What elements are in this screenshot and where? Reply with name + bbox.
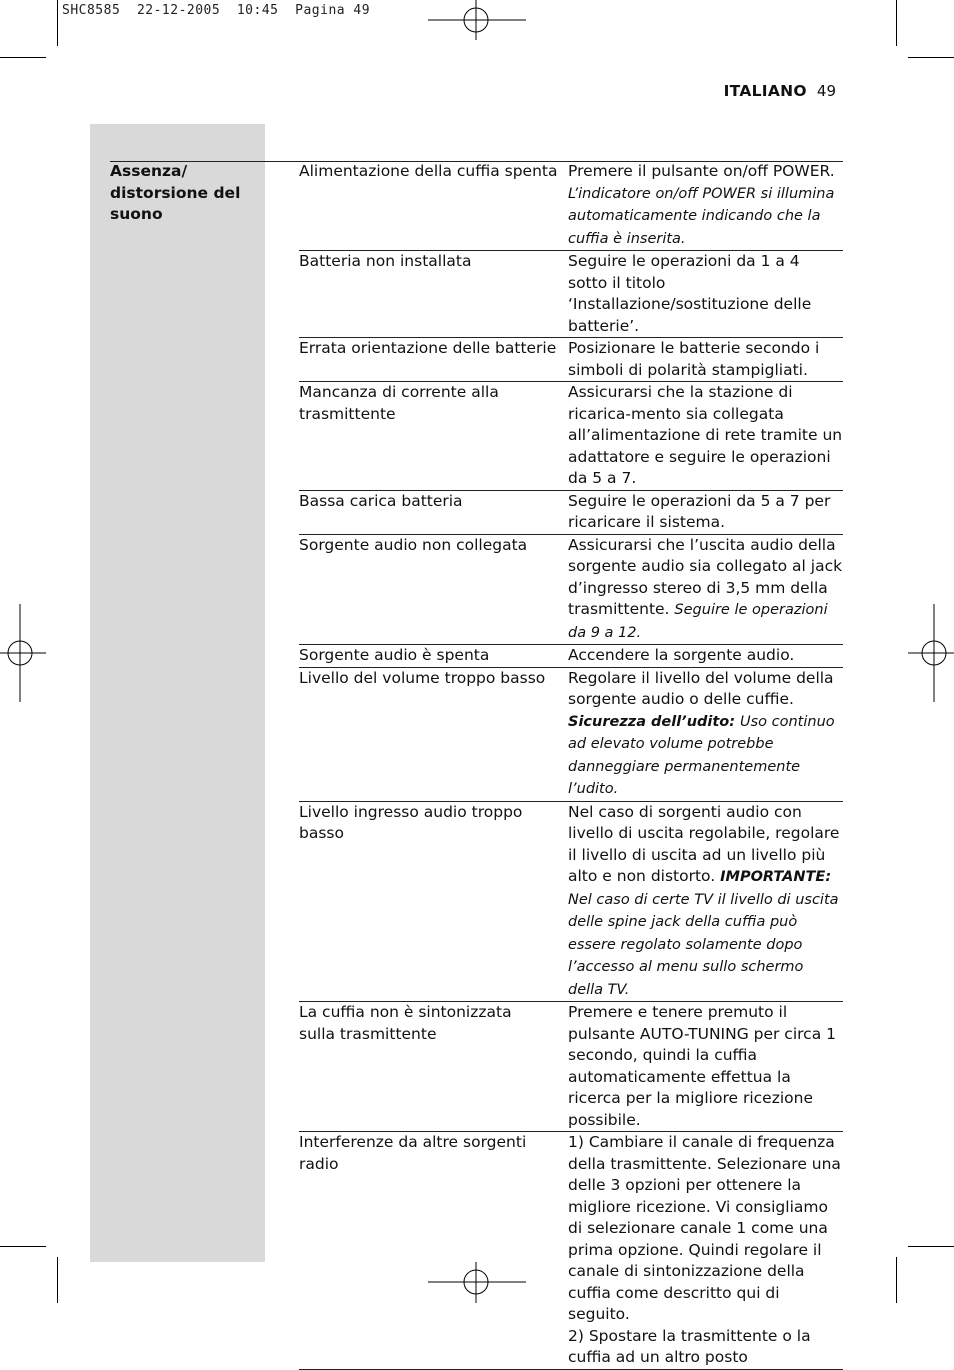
remedy-note: L’indicatore on/off POWER si illumina automaticamente indicando che la cuffia è inserita. — [568, 185, 835, 247]
remedy-note: Uso continuo ad elevato volume potrebbe danneggiare permanentemente l’udito. — [568, 713, 835, 797]
remedy-cell: Posizionare le batterie secondo i simboli di polarità stampigliati. — [568, 339, 820, 379]
table-row — [299, 1001, 843, 1131]
table-row — [299, 337, 843, 381]
remedy-text: Nel caso di sorgenti audio con livello di uscita regolabile, regolare il livello di uscita ad un livello più alto e non distorto. — [568, 802, 840, 885]
remedy-cell: Seguire le operazioni da 5 a 7 per ricaricare il sistema. — [568, 491, 831, 531]
cause-cell: Interferenze da altre sorgenti radio — [299, 1133, 527, 1173]
cause-cell: Sorgente audio è spenta — [299, 646, 490, 664]
remedy-cell — [568, 535, 843, 645]
remedy-text: 1) Cambiare il canale di frequenza della trasmittente. Selezionare una delle 3 opzioni per ottenere la migliore ricezione. Vi consigliamo di selezionare canale 1 come una prima opzione. Quindi regolare il canale di sintonizzazione della cuffia come descritto qui di seguito. — [568, 1133, 841, 1323]
remedy-cell: Premere e tenere premuto il pulsante AUTO-TUNING per circa 1 secondo, quindi la cuffia automaticamente effettua la ricerca per la migliore ricezione possibile. — [568, 1003, 836, 1129]
remedy-cell — [568, 1132, 843, 1369]
crop-mark — [57, 0, 58, 46]
table-row — [299, 644, 843, 667]
sidebar-band — [90, 124, 265, 1262]
table-row — [299, 490, 843, 534]
cause-cell: Batteria non installata — [299, 252, 472, 270]
page-number: 49 — [816, 82, 836, 100]
cause-cell: Bassa carica batteria — [299, 491, 463, 510]
registration-mark-icon — [0, 604, 46, 702]
table-row — [299, 381, 843, 490]
print-slug: SHC8585 22-12-2005 10:45 Pagina 49 — [62, 3, 371, 18]
remedy-note: Nel caso di certe TV il livello di uscita delle spine jack della cuffia può essere regolato solamente dopo l’accesso al menu sullo schermo della TV. — [568, 891, 839, 998]
cause-cell: Livello del volume troppo basso — [299, 668, 546, 687]
cause-cell: Mancanza di corrente alla trasmittente — [299, 383, 499, 423]
page-header — [724, 82, 836, 100]
table-row — [299, 534, 843, 645]
cause-cell: Sorgente audio non collegata — [299, 535, 528, 554]
cause-cell: Errata orientazione delle batterie — [299, 339, 557, 357]
remedy-cell: Assicurarsi che la stazione di ricarica-mento sia collegata all’alimentazione di rete tramite un adattatore e seguire le operazioni da 5 a 7. — [568, 383, 843, 487]
remedy-cell — [568, 161, 843, 250]
table-row — [299, 250, 843, 337]
problem-category: Assenza/ distorsione del suono — [110, 162, 241, 223]
remedy-text: Assicurarsi che l’uscita audio della sorgente audio sia collegato al jack d’ingresso stereo di 3,5 mm della trasmittente. — [568, 535, 843, 618]
crop-mark — [0, 1246, 46, 1247]
remedy-cell: Seguire le operazioni da 1 a 4 sotto il titolo ‘Installazione/sostituzione delle batterie’. — [568, 252, 812, 335]
registration-mark-icon — [428, 0, 526, 40]
table-row — [299, 801, 843, 1002]
remedy-text: Premere il pulsante on/off POWER. — [568, 162, 835, 180]
crop-mark — [908, 1246, 954, 1247]
table-row — [299, 161, 843, 250]
registration-mark-icon — [908, 604, 954, 702]
cause-cell: La cuffia non è sintonizzata sulla trasmittente — [299, 1003, 512, 1043]
warning-label: Sicurezza dell’udito: — [568, 713, 736, 730]
cause-cell: Livello ingresso audio troppo basso — [299, 802, 523, 842]
crop-mark — [0, 57, 46, 58]
crop-mark — [896, 0, 897, 46]
crop-mark — [908, 57, 954, 58]
remedy-cell — [568, 802, 843, 1002]
remedy-cell: Accendere la sorgente audio. — [568, 646, 795, 664]
crop-mark — [896, 1257, 897, 1303]
language-label: ITALIANO — [723, 82, 807, 100]
crop-mark — [57, 1257, 58, 1303]
warning-label: IMPORTANTE: — [720, 869, 832, 885]
table-row — [299, 1131, 843, 1370]
remedy-cell — [568, 668, 843, 801]
troubleshooting-table — [299, 161, 843, 1370]
remedy-text: Regolare il livello del volume della sorgente audio o delle cuffie. — [568, 668, 834, 708]
cause-cell: Alimentazione della cuffia spenta — [299, 162, 558, 180]
remedy-note: Seguire le operazioni da 9 a 12. — [568, 602, 828, 641]
table-row — [299, 667, 843, 801]
remedy-text-2: 2) Spostare la trasmittente o la cuffia ad un altro posto — [568, 1326, 811, 1366]
